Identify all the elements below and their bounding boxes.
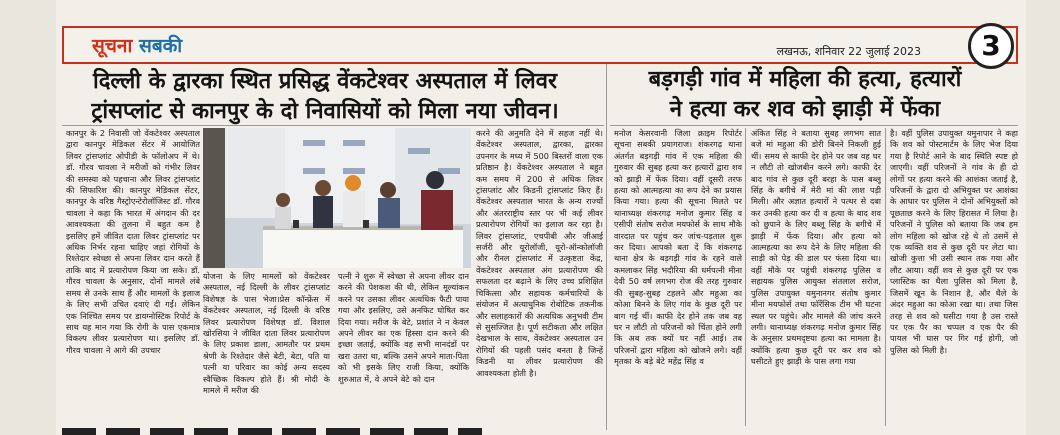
story1-headline-line2: ट्रांसप्लांट से कानपुर के दो निवासियों को मिला नया जीवन। — [91, 98, 559, 124]
brand-part-2: सबकी — [139, 35, 183, 57]
story2-headline-rule — [610, 125, 1018, 126]
column-divider — [885, 128, 886, 426]
masthead — [62, 26, 1018, 64]
dateline: लखनऊ, शनिवार 22 जुलाई 2023 — [776, 45, 921, 58]
story2-headline-line1: बड़गड़ी गांव में महिला की हत्या, हत्यारों — [648, 66, 962, 92]
story2-column-3: है। वहीं पुलिस उपायुक्त यमुनापार ने कहा कि शव को पोस्टमार्टम के लिए भेज दिया गया है रिपोर्ट आने के बाद स्थिति स्पष्ट हो जाएगी। वहीं परिजनों ने गांव के ही दो लोगों पर हत्या करने की आशंका जताई है, परिजनों के द्वारा दो अभियुक्त पर आशंका के आधार पर पुलिस ने दोनों अभियुक्तों को पूछताछ करने के लिए हिरासत में लिया है। परिजनों ने पुलिस को बताया कि जब हम लोग महिला को खोज रहे थे तो उसमें से एक व्यक्ति शव से कुछ दूरी पर लेटा था। खोजी कुत्ता भी उसी स्थान तक गया और लौट आया। वहीं शव से कुछ दूरी पर एक प्लास्टिक का थैला पुलिस को मिला है, जिसमें खून के निशान है, और थैले के अंदर महुआ का कोआ रखा था। तथा जिस तरह से शव को घसीटा गया है उस रास्ते पर एक पैर का चप्पल व एक पैर की पायल भी घास पर गिर गई होगी, जो पुलिस को मिली है। — [890, 128, 1018, 355]
story2-column-1: मनोज केसरवानी जिला क्राइम रिपोर्टर सूचना सबकी प्रयागराज। शंकरगढ़ थाना अंतर्गत बड़गड़ी गांव में एक महिला की गुरुवार की सुबह हत्या कर हत्यारों द्वारा शव को झाड़ी में फेंक दिया। वहीं दूसरी तरफ हत्या को आत्महत्या का रूप देने का प्रयास किया गया। हत्या की सूचना मिलते पर थानाध्यक्ष शंकरगढ़ मनोज कुमार सिंह व एसीपी संतोष सरोज मयफोर्स के साथ मौके वारदात पर पहुंच कर जांच-पड़ताल शुरू कर दिया। आपको बता दें कि शंकरगढ़ थाना क्षेत्र के बड़गड़ी गांव के रहने वाले कमलाकर सिंह भदौरिया की धर्मपत्नी मीना देवी 50 वर्ष लगभग रोज की तरह गुरुवार की सुबह-सुबह टहलने और महुआ का कोआ बिनने के लिए गांव के कुछ दूरी पर बाग गई थीं। काफी देर होने तक जब वह घर न लौटी तो परिजनों को चिंता होने लगी कि अब तक क्यों घर नहीं आई। तब परिजनों द्वारा महिला को खोजने लगे। वहीं मृतका के बड़े बेटे महेंद्र सिंह व — [614, 128, 742, 367]
story1-headline-line1: दिल्ली के द्वारका स्थित प्रसिद्ध वेंकटेश्वर अस्पताल में लिवर — [93, 68, 557, 94]
story1-column-3: पत्नी ने शुरू में स्वेच्छा से अपना लीवर दान करने की पेशकश की थी, लेकिन मूल्यांकन करने पर उसका लीवर अत्यधिक फैटी पाया गया और इसलिए, उसे अनफिट घोषित कर दिया गया। मरीज के बेटे, प्रशांत ने न केवल अपने लीवर का एक हिस्सा दान करने की इच्छा जताई, क्योंकि वह सभी मानदंडों पर खरा उतरा था, बल्कि उसने अपने माता-पिता को भी इसके लिए राजी किया, क्योंकि शुरुआत में, वे अपने बेटे को दान — [338, 271, 469, 384]
story2-headline — [600, 64, 1010, 124]
brand-part-1: सूचना — [92, 35, 133, 57]
story1-column-4: करने की अनुमति देने में सहज नहीं थे।वेंकटेश्वर अस्पताल, द्वारका, द्वारका उपनगर के मध्य में 500 बिस्तरों वाला एक प्रतिष्ठान है। वेंकटेश्वर अस्पताल ने बहुत कम समय में 200 से अधिक लिवर ट्रांसप्लांट और किडनी ट्रांसप्लांट किए हैं। वेंकटेश्वर अस्पताल भारत के अन्य राज्यों और अंतरराष्ट्रीय स्तर पर भी कई लीवर प्रत्यारोपण रोगियों का इलाज कर रहा है। लिवर ट्रांसप्लांट, एचपीबी और जीआई सर्जरी और यूरोलॉजी, यूरो-ऑन्कोलॉजी और रीनल ट्रांसप्लांट में उत्कृष्टता केंद्र, वेंकटेश्वर अस्पताल अंग प्रत्यारोपण की सफलता दर बढ़ाने के लिए उच्च प्रशिक्षित चिकित्सा और सहायक कर्मचारियों के संयोजन में अत्याधुनिक रोबोटिक तकनीक और सलाहकारों की अत्यधिक अनुभवी टीम से सुसज्जित है। पूर्ण सटीकता और लक्षित देखभाल के साथ, वेंकटेश्वर अस्पताल उन रोगियों की पहली पसंद बनता है जिन्हें किडनी या लीवर प्रत्यारोपण की आवश्यकता होती है। — [476, 128, 603, 378]
story-divider — [606, 64, 607, 430]
story1-column-2: योजना के लिए मामलों को वेंकटेश्वर अस्पताल, नई दिल्ली के लीवर ट्रांसप्लांट विशेषज्ञ के पास भेजा।प्रेस कॉन्फ्रेंस में वेंकटेश्वर अस्पताल, नई दिल्ली के वरिष्ठ लिवर प्रत्यारोपण विशेषज्ञ डॉ. विशाल खोरसिया ने जीवित दाता लिवर प्रत्यारोपण के लिए प्रकाश डाला, आमतौर पर प्रथम श्रेणी के रिश्तेदार जैसे बेटी, बेटा, पति या पत्नी या परिवार का कोई अन्य सदस्य स्वैच्छिक विकल्प होते हैं। श्री मोदी के मामले में मरीज की — [203, 271, 330, 396]
cropped-headline-glyphs — [62, 428, 482, 435]
page-margin-right — [1026, 0, 1060, 435]
story1-headline-rule — [62, 125, 604, 126]
masthead-brand — [92, 32, 182, 58]
press-conference-photo — [203, 128, 471, 268]
story1-headline — [70, 66, 580, 126]
story2-headline-line2: ने हत्या कर शव को झाड़ी में फेंका — [669, 96, 941, 122]
story1-column-1: कानपुर के 2 निवासी जो वेंकटेश्वर अस्पताल द्वारा कानपुर मेडिकल सेंटर में आयोजित लिवर ट्रांसप्लांट ओपीडी के फॉलोअप में थे। डॉ. गौरव चावला ने मरीजों को गंभीर लिवर की समस्या को पहचाना और लिवर ट्रांसप्लांट की सिफारिश की। कानपुर मेडिकल सेंटर, कानपुर के वरिष्ठ गैस्ट्रोएन्टेरोलॉजिस्ट डॉ. गौरव चावला ने कहा कि भारत में अंगदान की दर आवश्यकता की तुलना में बहुत कम है इसलिए हमें जीवित दाता लिवर ट्रांसप्लांट पर अधिक निर्भर रहना चाहिए जहां रोगियों के रिश्तेदार स्वेच्छा से अपना लिवर दान करते हैं ताकि बाद में प्रत्यारोपण किया जा सके। डॉ. गौरव चावला के अनुसार, दोनों मामले लंबे समय से उनके साथ हैं और मामलों के इलाज के लिए सभी उचित दवाएं दी गईं। लेकिन एक निश्चित समय पर डायग्नोस्टिक रिपोर्ट के साथ यह मान गया कि रोगी के पास एकमात्र विकल्प लीवर प्रत्यारोपण था। इसलिए डॉ. गौरव चावला ने आगे की उपचार — [66, 128, 200, 355]
next-story-headline-cropped — [62, 425, 502, 435]
story2-column-2: अंकित सिंह ने बताया सुबह लगभग सात बजे मां महुआ की डोरी बिनने निकली हुई थीं। समय से काफी देर होने पर जब वह घर न लौटी तो खोजबीन करने लगे। काफी देर बाद गांव से कुछ दूरी बरहा के पास बब्लू सिंह के बगीचे में मेरी मां की लाश पड़ी मिली। और अज्ञात हत्यारों ने पत्थर से दबा कर उनकी हत्या कर दी व हत्या के बाद शव को छुपाने के लिए बब्लू सिंह के बगीचे में झाड़ी में फेंक दिया। और हत्या को आत्महत्या का रूप देने के लिए महिला की साड़ी को पेड़ की डाल पर फंसा दिया था। वहीं मौके पर पहुंची शंकरगढ़ पुलिस व सहायक पुलिस आयुक्त संतलाल सरोज, पुलिस उपायुक्त यमुनानगर संतोष कुमार मीना मयफोर्स तथा फॉरेंसिक टीम भी घटना स्थल पर पहुंचे। और मामले की जांच करने लगी। थानाध्यक्ष शंकरगढ़ मनोज कुमार सिंह के अनुसार प्रथमदृष्टया हत्या का मामला है। क्योंकि हत्या कुछ दूरी पर कर शव को घसीटते हुए झाड़ी के पास लगा गया — [751, 128, 881, 367]
column-divider — [745, 128, 746, 426]
page-margin-left — [0, 0, 56, 435]
page-number: 3 — [968, 23, 1014, 69]
press-conference-illustration — [203, 128, 471, 268]
